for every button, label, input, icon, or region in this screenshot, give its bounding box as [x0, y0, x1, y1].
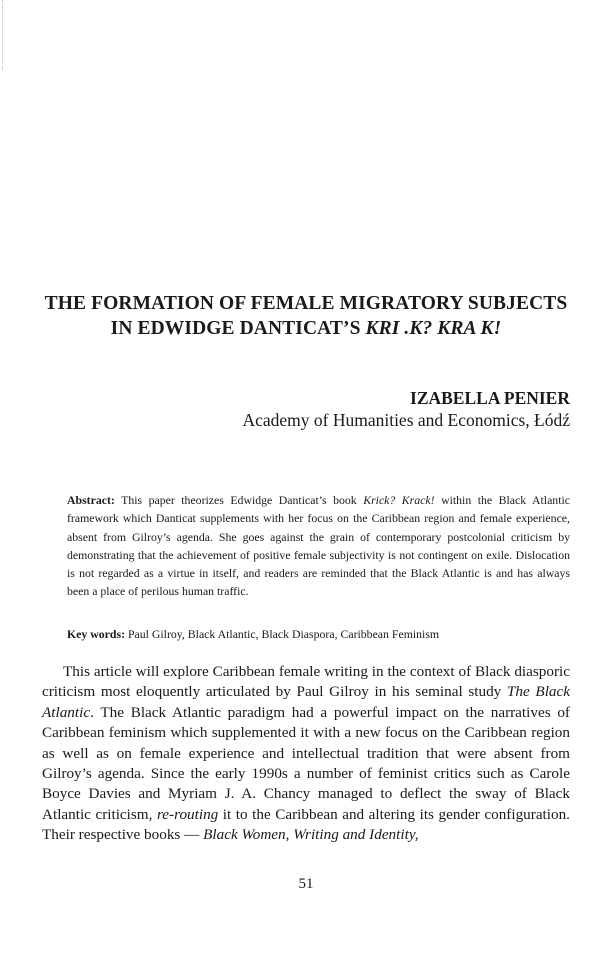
body-text-2: . The Black Atlantic paradigm had a powerful impact on the narratives of Caribbean feminism which supplemented it with a new focus on the Caribbean region as well as on female experience and intellectual tradition that were absent from Gilroy’s agenda. Since the early 1990s a number of feminist critics such as Carole Boyce Davies and Myriam J. A. Chancy managed to deflect the sway of Black Atlantic criticism,	[42, 703, 570, 823]
abstract	[67, 491, 570, 601]
body-text-1: This article will explore Caribbean female writing in the context of Black diasporic criticism most eloquently articulated by Paul Gilroy in his seminal study	[42, 663, 570, 701]
abstract-text-1: This paper theorizes Edwidge Danticat’s book	[114, 493, 364, 507]
abstract-label: Abstract:	[67, 493, 115, 507]
page-number: 51	[298, 876, 314, 892]
author-name: IZABELLA PENIER	[410, 388, 570, 408]
title-line-1: THE FORMATION OF FEMALE MIGRATORY SUBJECTS	[44, 293, 568, 314]
body-italic-book: Black Women, Writing and Identity,	[203, 826, 419, 844]
keywords-label: Key words:	[67, 627, 125, 641]
scan-edge-artifact	[2, 0, 6, 70]
title-line-2-prefix: IN EDWIDGE DANTICAT’S	[110, 318, 366, 339]
keywords	[67, 625, 570, 643]
body-text-3: it to the Caribbean and altering its gender configuration. Their respective books —	[42, 805, 570, 844]
keywords-text: Paul Gilroy, Black Atlantic, Black Diaspora, Caribbean Feminism	[125, 627, 440, 641]
title-line-2	[20, 316, 592, 341]
author-block	[242, 387, 570, 431]
abstract-text-2: within the Black Atlantic framework which Danticat supplements with her focus on the Caribbean region and female experience, absent from Gilroy’s agenda. She goes against the grain of contemporary postcolonial criticism by demonstrating that the achievement of positive female subjectivity is not contingent on exile. Dislocation is not regarded as a virtue in itself, and readers are reminded that the Black Atlantic is and has always been a place of perilous human traffic.	[67, 493, 570, 599]
title-book-name: KRI .K? KRA K!	[365, 318, 502, 339]
body-italic-title: The Black Atlantic	[42, 683, 570, 721]
body-italic-rerouting: re-routing	[156, 805, 219, 823]
body-paragraph	[42, 662, 570, 846]
author-affiliation: Academy of Humanities and Economics, Łódź	[242, 410, 570, 430]
abstract-book-title: Krick? Krack!	[363, 493, 435, 507]
article-title	[20, 291, 592, 341]
